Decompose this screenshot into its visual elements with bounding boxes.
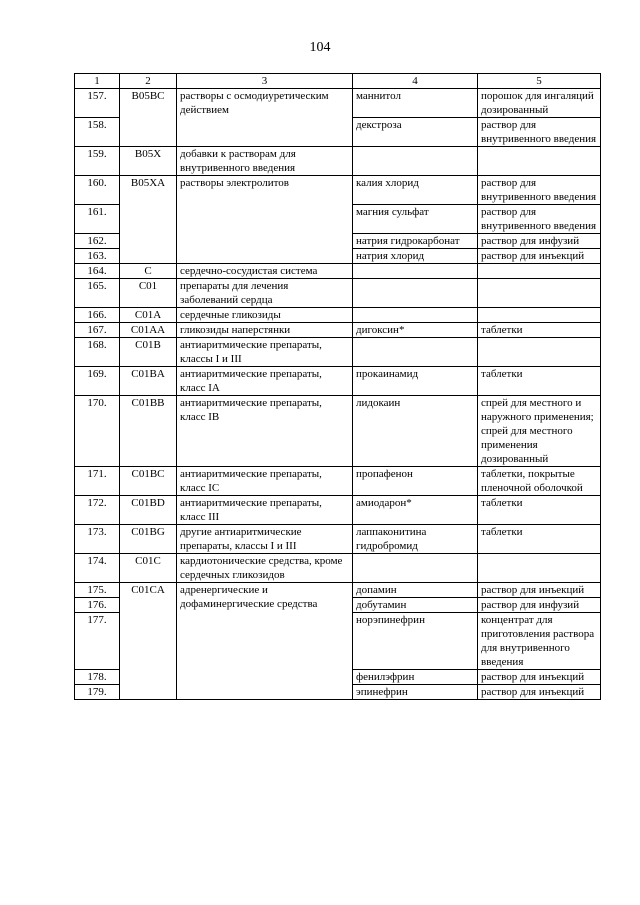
header-cell: 4 <box>353 74 478 89</box>
table-row <box>75 147 601 176</box>
drug-name <box>353 338 478 367</box>
atc-group: гликозиды наперстянки <box>177 323 353 338</box>
atc-code: C01BB <box>120 396 177 467</box>
table-row <box>75 89 601 118</box>
row-number: 175. <box>75 583 120 598</box>
drug-name <box>353 147 478 176</box>
row-number: 167. <box>75 323 120 338</box>
drug-name: лаппаконитина гидробромид <box>353 525 478 554</box>
dosage-form: раствор для инъекций <box>478 685 601 700</box>
dosage-form: раствор для инъекций <box>478 670 601 685</box>
table-row <box>75 396 601 467</box>
atc-code: C01A <box>120 308 177 323</box>
dosage-form <box>478 147 601 176</box>
drug-name <box>353 279 478 308</box>
row-number: 160. <box>75 176 120 205</box>
header-cell: 2 <box>120 74 177 89</box>
atc-code: C01 <box>120 279 177 308</box>
drug-name: натрия хлорид <box>353 249 478 264</box>
drug-name: допамин <box>353 583 478 598</box>
drug-name <box>353 308 478 323</box>
table-row <box>75 338 601 367</box>
dosage-form: таблетки <box>478 323 601 338</box>
row-number: 168. <box>75 338 120 367</box>
table-row <box>75 323 601 338</box>
drug-name: добутамин <box>353 598 478 613</box>
atc-group: адренергические и дофаминергические средства <box>177 583 353 700</box>
dosage-form: порошок для ингаляций дозированный <box>478 89 601 118</box>
atc-code: C01C <box>120 554 177 583</box>
row-number: 177. <box>75 613 120 670</box>
dosage-form: раствор для инфузий <box>478 598 601 613</box>
row-number: 169. <box>75 367 120 396</box>
row-number: 176. <box>75 598 120 613</box>
table-row <box>75 279 601 308</box>
atc-group: антиаритмические препараты, классы I и III <box>177 338 353 367</box>
row-number: 159. <box>75 147 120 176</box>
drug-name: эпинефрин <box>353 685 478 700</box>
atc-code: C01BD <box>120 496 177 525</box>
dosage-form: концентрат для приготовления раствора для внутривенного введения <box>478 613 601 670</box>
dosage-form: раствор для инъекций <box>478 583 601 598</box>
table-row <box>75 525 601 554</box>
dosage-form <box>478 264 601 279</box>
atc-code: B05BC <box>120 89 177 147</box>
atc-group: препараты для лечения заболеваний сердца <box>177 279 353 308</box>
row-number: 164. <box>75 264 120 279</box>
drug-name: магния сульфат <box>353 205 478 234</box>
drug-name: декстроза <box>353 118 478 147</box>
atc-code: B05X <box>120 147 177 176</box>
dosage-form: раствор для внутривенного введения <box>478 205 601 234</box>
header-cell: 3 <box>177 74 353 89</box>
row-number: 161. <box>75 205 120 234</box>
drug-name <box>353 264 478 279</box>
table-row <box>75 554 601 583</box>
drug-list-table <box>74 73 601 700</box>
atc-code: C01BG <box>120 525 177 554</box>
row-number: 174. <box>75 554 120 583</box>
drug-name: фенилэфрин <box>353 670 478 685</box>
atc-group: кардиотонические средства, кроме сердечных гликозидов <box>177 554 353 583</box>
row-number: 158. <box>75 118 120 147</box>
row-number: 178. <box>75 670 120 685</box>
row-number: 163. <box>75 249 120 264</box>
table-row <box>75 467 601 496</box>
dosage-form: таблетки, покрытые пленочной оболочкой <box>478 467 601 496</box>
drug-name <box>353 554 478 583</box>
row-number: 166. <box>75 308 120 323</box>
dosage-form: таблетки <box>478 525 601 554</box>
header-row <box>75 74 601 89</box>
drug-name: пропафенон <box>353 467 478 496</box>
atc-group: антиаритмические препараты, класс IC <box>177 467 353 496</box>
row-number: 172. <box>75 496 120 525</box>
row-number: 173. <box>75 525 120 554</box>
atc-code: C01AA <box>120 323 177 338</box>
atc-group: добавки к растворам для внутривенного введения <box>177 147 353 176</box>
row-number: 179. <box>75 685 120 700</box>
dosage-form: таблетки <box>478 367 601 396</box>
drug-name: маннитол <box>353 89 478 118</box>
table-row <box>75 308 601 323</box>
row-number: 171. <box>75 467 120 496</box>
dosage-form: раствор для инъекций <box>478 249 601 264</box>
atc-group: растворы электролитов <box>177 176 353 264</box>
atc-code: C01CA <box>120 583 177 700</box>
atc-code: C01BC <box>120 467 177 496</box>
atc-code: C <box>120 264 177 279</box>
atc-group: антиаритмические препараты, класс III <box>177 496 353 525</box>
atc-code: C01B <box>120 338 177 367</box>
row-number: 165. <box>75 279 120 308</box>
drug-name: норэпинефрин <box>353 613 478 670</box>
atc-group: растворы с осмодиуретическим действием <box>177 89 353 147</box>
dosage-form: раствор для инфузий <box>478 234 601 249</box>
table-row <box>75 176 601 205</box>
table-row <box>75 264 601 279</box>
dosage-form: раствор для внутривенного введения <box>478 176 601 205</box>
drug-name: натрия гидрокарбонат <box>353 234 478 249</box>
atc-code: B05XA <box>120 176 177 264</box>
header-cell: 5 <box>478 74 601 89</box>
dosage-form: раствор для внутривенного введения <box>478 118 601 147</box>
drug-name: амиодарон* <box>353 496 478 525</box>
atc-group: сердечно-сосудистая система <box>177 264 353 279</box>
atc-group: антиаритмические препараты, класс IA <box>177 367 353 396</box>
row-number: 162. <box>75 234 120 249</box>
dosage-form: таблетки <box>478 496 601 525</box>
drug-name: дигоксин* <box>353 323 478 338</box>
atc-group: другие антиаритмические препараты, классы I и III <box>177 525 353 554</box>
drug-name: калия хлорид <box>353 176 478 205</box>
table-row <box>75 496 601 525</box>
atc-group: сердечные гликозиды <box>177 308 353 323</box>
row-number: 157. <box>75 89 120 118</box>
page-number: 104 <box>309 40 331 55</box>
table-row <box>75 367 601 396</box>
drug-name: прокаинамид <box>353 367 478 396</box>
atc-group: антиаритмические препараты, класс IB <box>177 396 353 467</box>
atc-code: C01BA <box>120 367 177 396</box>
row-number: 170. <box>75 396 120 467</box>
header-cell: 1 <box>75 74 120 89</box>
drug-name: лидокаин <box>353 396 478 467</box>
dosage-form <box>478 279 601 308</box>
dosage-form <box>478 338 601 367</box>
dosage-form <box>478 308 601 323</box>
dosage-form: спрей для местного и наружного применения; спрей для местного применения дозированный <box>478 396 601 467</box>
dosage-form <box>478 554 601 583</box>
table-row <box>75 583 601 598</box>
